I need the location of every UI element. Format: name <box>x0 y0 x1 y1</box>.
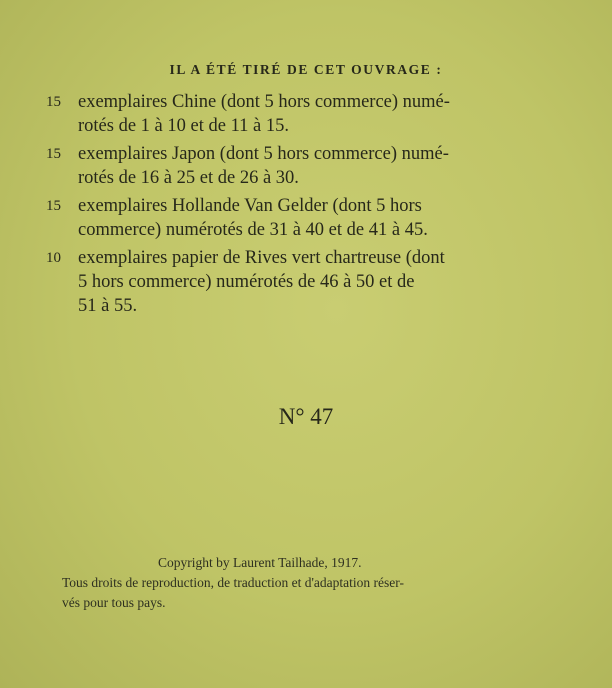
entry-line: exemplaires Japon (dont 5 hors commerce) numé- <box>78 144 449 164</box>
copy-count: 10 <box>46 250 61 266</box>
entry-line: 51 à 55. <box>78 296 138 316</box>
entry-line: exemplaires Hollande Van Gelder (dont 5 hors <box>78 196 422 216</box>
copy-count: 15 <box>46 146 61 162</box>
list-item <box>46 194 586 242</box>
copy-count: 15 <box>46 94 61 110</box>
entry-line: commerce) numérotés de 31 à 40 et de 41 à 45. <box>78 220 428 240</box>
copyright-line: Tous droits de reproduction, de traduction et d'adaptation réser- <box>62 575 404 590</box>
copy-number: N° 47 <box>278 404 334 429</box>
entry-line: exemplaires papier de Rives vert chartreuse (dont <box>78 248 445 268</box>
entry-text <box>78 90 586 138</box>
entry-text <box>78 194 586 242</box>
entry-line: exemplaires Chine (dont 5 hors commerce) numé- <box>78 92 450 112</box>
copyright-notice <box>62 553 582 613</box>
entry-line: rotés de 16 à 25 et de 26 à 30. <box>78 168 299 188</box>
copyright-line: vés pour tous pays. <box>62 595 166 610</box>
edition-list <box>46 90 586 322</box>
edition-heading: IL A ÉTÉ TIRÉ DE CET OUVRAGE : <box>169 62 443 77</box>
list-item <box>46 246 586 318</box>
entry-line: rotés de 1 à 10 et de 11 à 15. <box>78 116 289 136</box>
entry-text <box>78 142 586 190</box>
entry-line: 5 hors commerce) numérotés de 46 à 50 et de <box>78 272 415 292</box>
entry-text <box>78 246 586 318</box>
copy-count: 15 <box>46 198 61 214</box>
list-item <box>46 142 586 190</box>
list-item <box>46 90 586 138</box>
copyright-line: Copyright by Laurent Tailhade, 1917. <box>158 555 362 570</box>
